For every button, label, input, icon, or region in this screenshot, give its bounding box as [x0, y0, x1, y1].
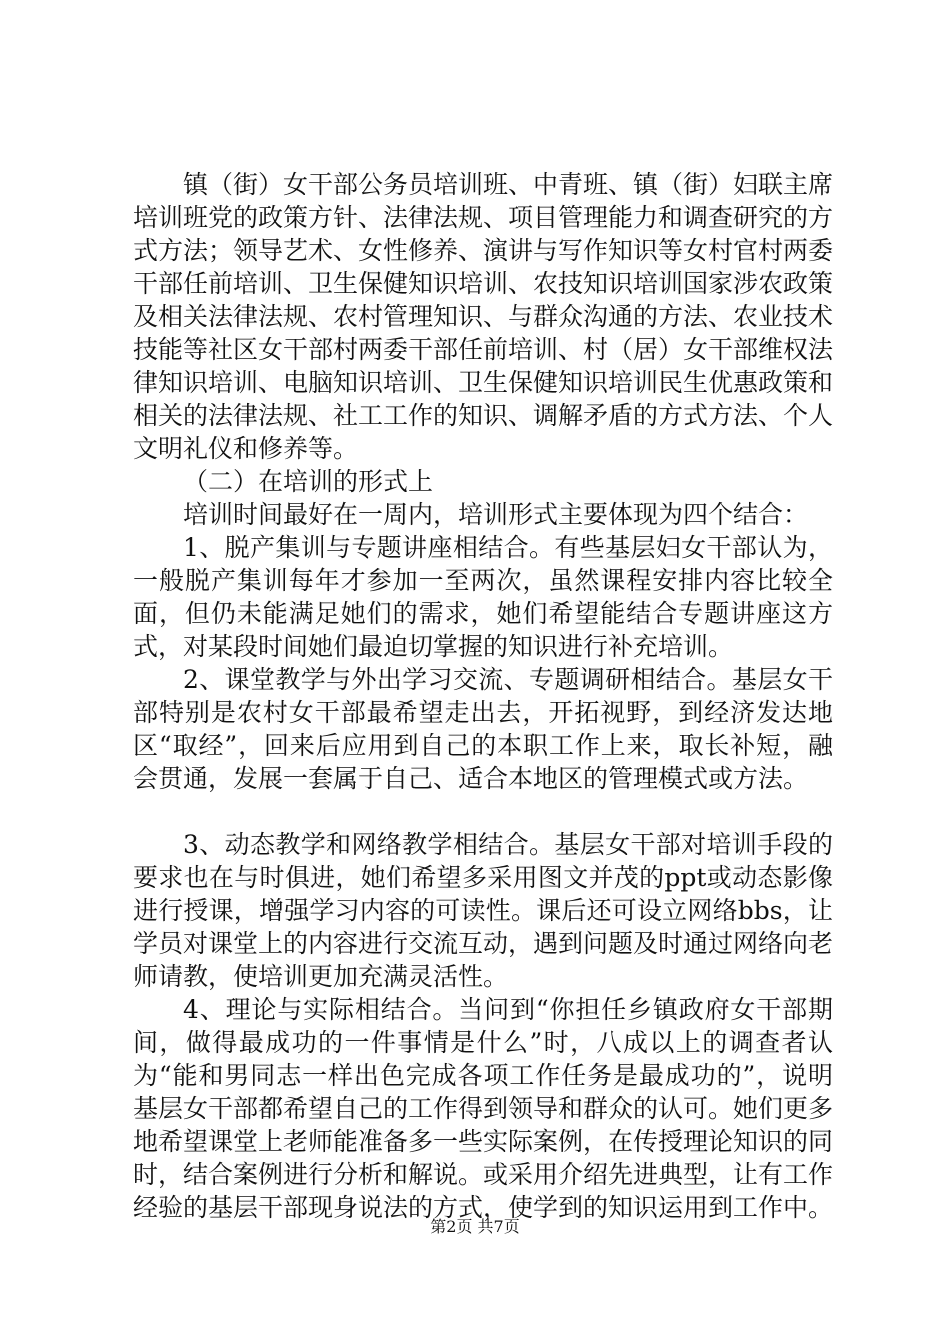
- paragraph-combination-2: 2、课堂教学与外出学习交流、专题调研相结合。基层女干部特别是农村女干部最希望走出去，开拓视野，到经济发达地区“取经”，回来后应用到自己的本职工作上来，取长补短，融会贯通，发展一套属于自己、适合本地区的管理模式或方法。: [133, 665, 833, 793]
- paragraph-spacer: [133, 795, 833, 828]
- paragraph-training-content: 镇（街）女干部公务员培训班、中青班、镇（街）妇联主席培训班党的政策方针、法律法规、项目管理能力和调查研究的方式方法；领导艺术、女性修养、演讲与写作知识等女村官村两委干部任前培训、卫生保健知识培训、农技知识培训国家涉农政策及相关法律法规、农村管理知识、与群众沟通的方法、农业技术技能等社区女干部村两委干部任前培训、村（居）女干部维权法律知识培训、电脑知识培训、卫生保健知识培训民生优惠政策和相关的法律法规、社工工作的知识、调解矛盾的方式方法、个人文明礼仪和修养等。: [133, 170, 834, 463]
- section-heading-training-form: （二）在培训的形式上: [183, 467, 434, 496]
- paragraph-combination-4: 4、理论与实际相结合。当问到“你担任乡镇政府女干部期间，做得最成功的一件事情是什么”时，八成以上的调查者认为“能和男同志一样出色完成各项工作任务是最成功的”，说明基层女干部都希望自己的工作得到领导和群众的认可。她们更多地希望课堂上老师能准备多一些实际案例，在传授理论知识的同时，结合案例进行分析和解说。或采用介绍先进典型，让有工作经验的基层干部现身说法的方式，使学到的知识运用到工作中。: [133, 995, 834, 1222]
- document-body: [133, 168, 833, 1224]
- paragraph-combination-1: 1、脱产集训与专题讲座相结合。有些基层妇女干部认为，一般脱产集训每年才参加一至两次，虽然课程安排内容比较全面，但仍未能满足她们的需求，她们希望能结合专题讲座这方式，对某段时间她们最迫切掌握的知识进行补充培训。: [133, 533, 833, 661]
- page-number-footer: 第2页 共7页: [430, 1217, 520, 1236]
- paragraph-training-duration: 培训时间最好在一周内，培训形式主要体现为四个结合：: [183, 500, 809, 529]
- paragraph-combination-3: 3、动态教学和网络教学相结合。基层女干部对培训手段的要求也在与时俱进，她们希望多采用图文并茂的ppt或动态影像进行授课，增强学习内容的可读性。课后还可设立网络bbs，让学员对课堂上的内容进行交流互动，遇到问题及时通过网络向老师请教，使培训更加充满灵活性。: [133, 830, 834, 991]
